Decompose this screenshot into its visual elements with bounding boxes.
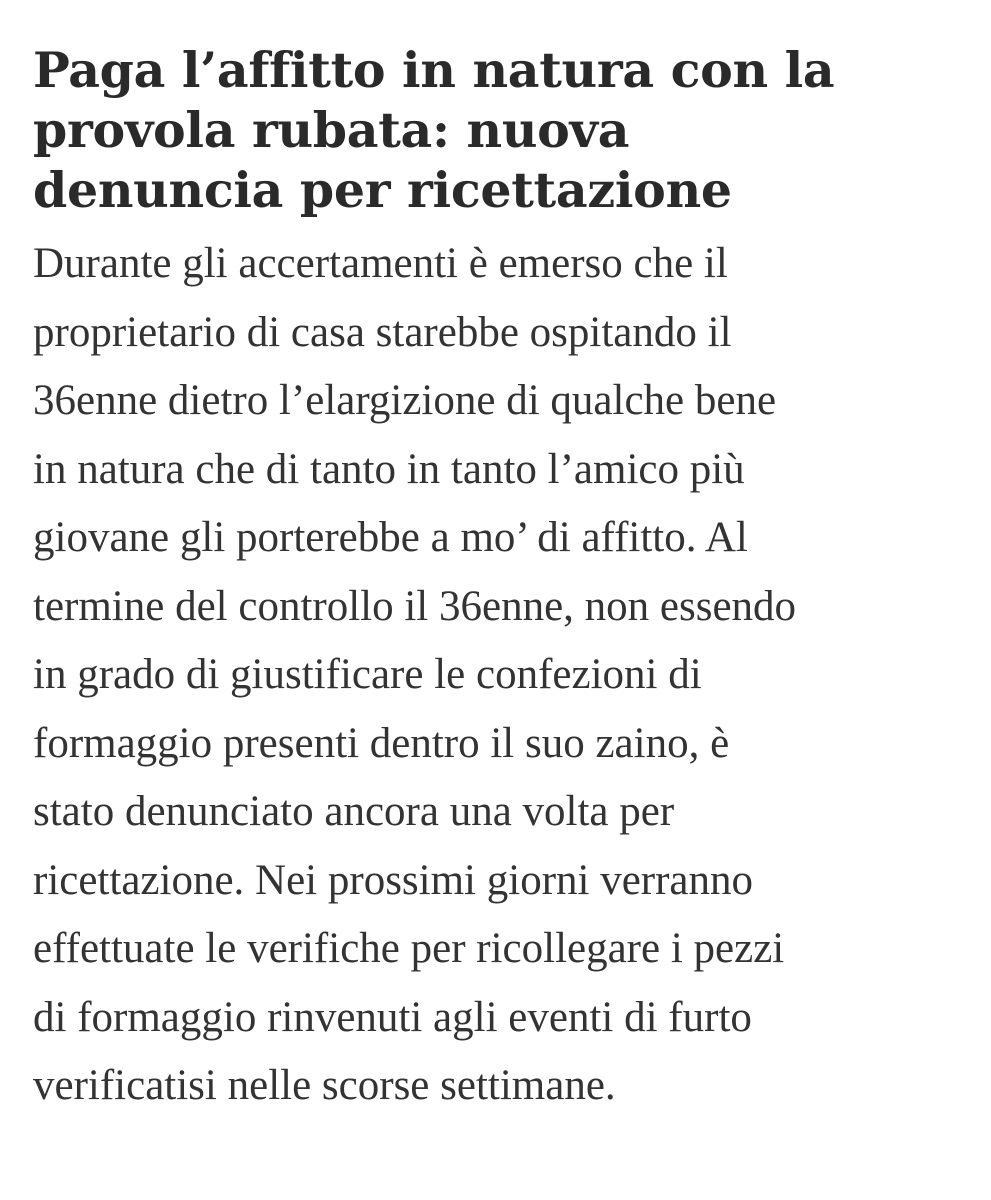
headline-line: denuncia per ricettazione	[33, 161, 732, 219]
body-line: ricettazione. Nei prossimi giorni verranno	[33, 856, 754, 904]
body-line: verificatisi nelle scorse settimane.	[33, 1062, 616, 1109]
article-headline	[33, 40, 961, 220]
body-line: proprietario di casa starebbe ospitando il	[33, 308, 732, 356]
body-line: effettuate le verifiche per ricollegare i pezzi	[33, 925, 785, 972]
body-line: giovane gli porterebbe a mo’ di affitto. Al	[33, 514, 748, 561]
headline-line: provola rubata: nuova	[33, 101, 630, 159]
body-line: in natura che di tanto in tanto l’amico più	[33, 445, 745, 493]
headline-line: Paga l’affitto in natura con la	[33, 41, 835, 99]
body-line: stato denunciato ancora una volta per	[33, 788, 675, 835]
body-line: formaggio presenti dentro il suo zaino, è	[33, 719, 730, 767]
body-line: in grado di giustificare le confezioni di	[33, 651, 702, 698]
article-body	[33, 230, 961, 1121]
body-line: termine del controllo il 36enne, non essendo	[33, 582, 797, 630]
body-line: 36enne dietro l’elargizione di qualche bene	[33, 377, 777, 424]
body-line: di formaggio rinvenuti agli eventi di furto	[33, 993, 752, 1041]
body-line: Durante gli accertamenti è emerso che il	[33, 240, 728, 287]
